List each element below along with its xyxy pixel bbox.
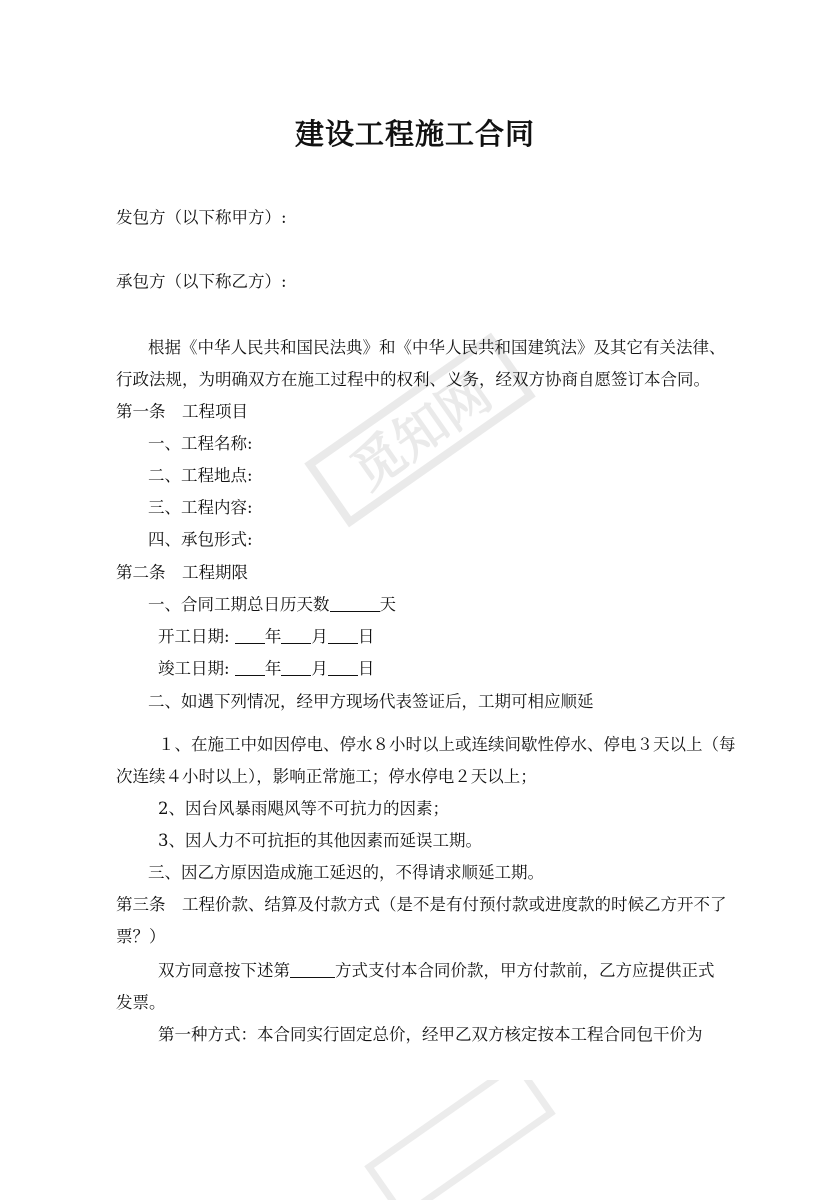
payment-method-blank[interactable] [290,963,335,978]
start-date-label: 开工日期: [158,627,230,646]
article-3-heading-line-1: 第三条 工程价款、结算及付款方式（是不是有付预付款或进度款的时候乙方开不了 [116,895,727,914]
payment-method-line [158,961,715,981]
article-3-heading-line-2: 票？） [116,927,166,946]
payment-method-label-b: 方式支付本合同价款，甲方付款前，乙方应提供正式 [335,961,715,980]
days-unit: 天 [379,595,396,614]
article-1-heading: 第一条 工程项目 [116,402,248,421]
payment-method-label-a: 双方同意按下述第 [158,961,290,980]
extension-case-1-line-1: １、在施工中如因停电、停水８小时以上或连续间歇性停水、停电３天以上（每 [158,735,736,754]
end-day-blank[interactable] [328,661,358,676]
end-date-label: 竣工日期: [158,659,230,678]
party-b-line: 承包方（以下称乙方）: [116,272,287,291]
total-days-label: 一、合同工期总日历天数 [148,595,330,614]
contract-form-item: 四、承包形式: [148,530,253,549]
preamble-line-2: 行政法规，为明确双方在施工过程中的权利、义务，经双方协商自愿签订本合同。 [116,370,710,389]
total-days-blank[interactable] [330,597,380,612]
extension-case-1-line-2: 次连续４小时以上），影响正常施工；停水停电２天以上； [116,767,537,786]
document-title: 建设工程施工合同 [294,117,535,151]
day-label: 日 [357,627,375,646]
project-content-item: 三、工程内容: [148,498,253,517]
extension-case-2: 2、因台风暴雨飓风等不可抗力的因素； [158,799,449,818]
method-one-line: 第一种方式：本合同实行固定总价，经甲乙双方核定按本工程合同包干价为 [158,1025,703,1044]
party-a-line: 发包方（以下称甲方）: [116,208,287,227]
payment-method-line-2: 发票。 [116,993,166,1012]
watermark-text: 觅知网 [340,363,503,502]
end-month-blank[interactable] [281,661,311,676]
year-label: 年 [264,627,282,646]
project-location-item: 二、工程地点: [148,466,253,485]
preamble-line-1: 根据《中华人民共和国民法典》和《中华人民共和国建筑法》及其它有关法律、 [148,338,726,357]
month-label: 月 [311,627,328,646]
start-year-blank[interactable] [235,629,265,644]
watermark-stamp-bottom [360,1080,560,1200]
year-label: 年 [264,659,282,678]
article-2-heading: 第二条 工程期限 [116,563,248,582]
project-name-item: 一、工程名称: [148,434,253,453]
end-date-line [158,659,374,679]
extension-case-3: 3、因人力不可抗拒的其他因素而延误工期。 [158,831,482,850]
start-date-line [158,627,374,647]
start-month-blank[interactable] [281,629,311,644]
total-days-line [148,595,396,615]
start-day-blank[interactable] [328,629,358,644]
day-label: 日 [357,659,375,678]
month-label: 月 [311,659,328,678]
delay-clause: 三、因乙方原因造成施工延迟的，不得请求顺延工期。 [148,863,544,882]
end-year-blank[interactable] [235,661,265,676]
extension-clause: 二、如遇下列情况，经甲方现场代表签证后，工期可相应顺延 [148,692,594,711]
